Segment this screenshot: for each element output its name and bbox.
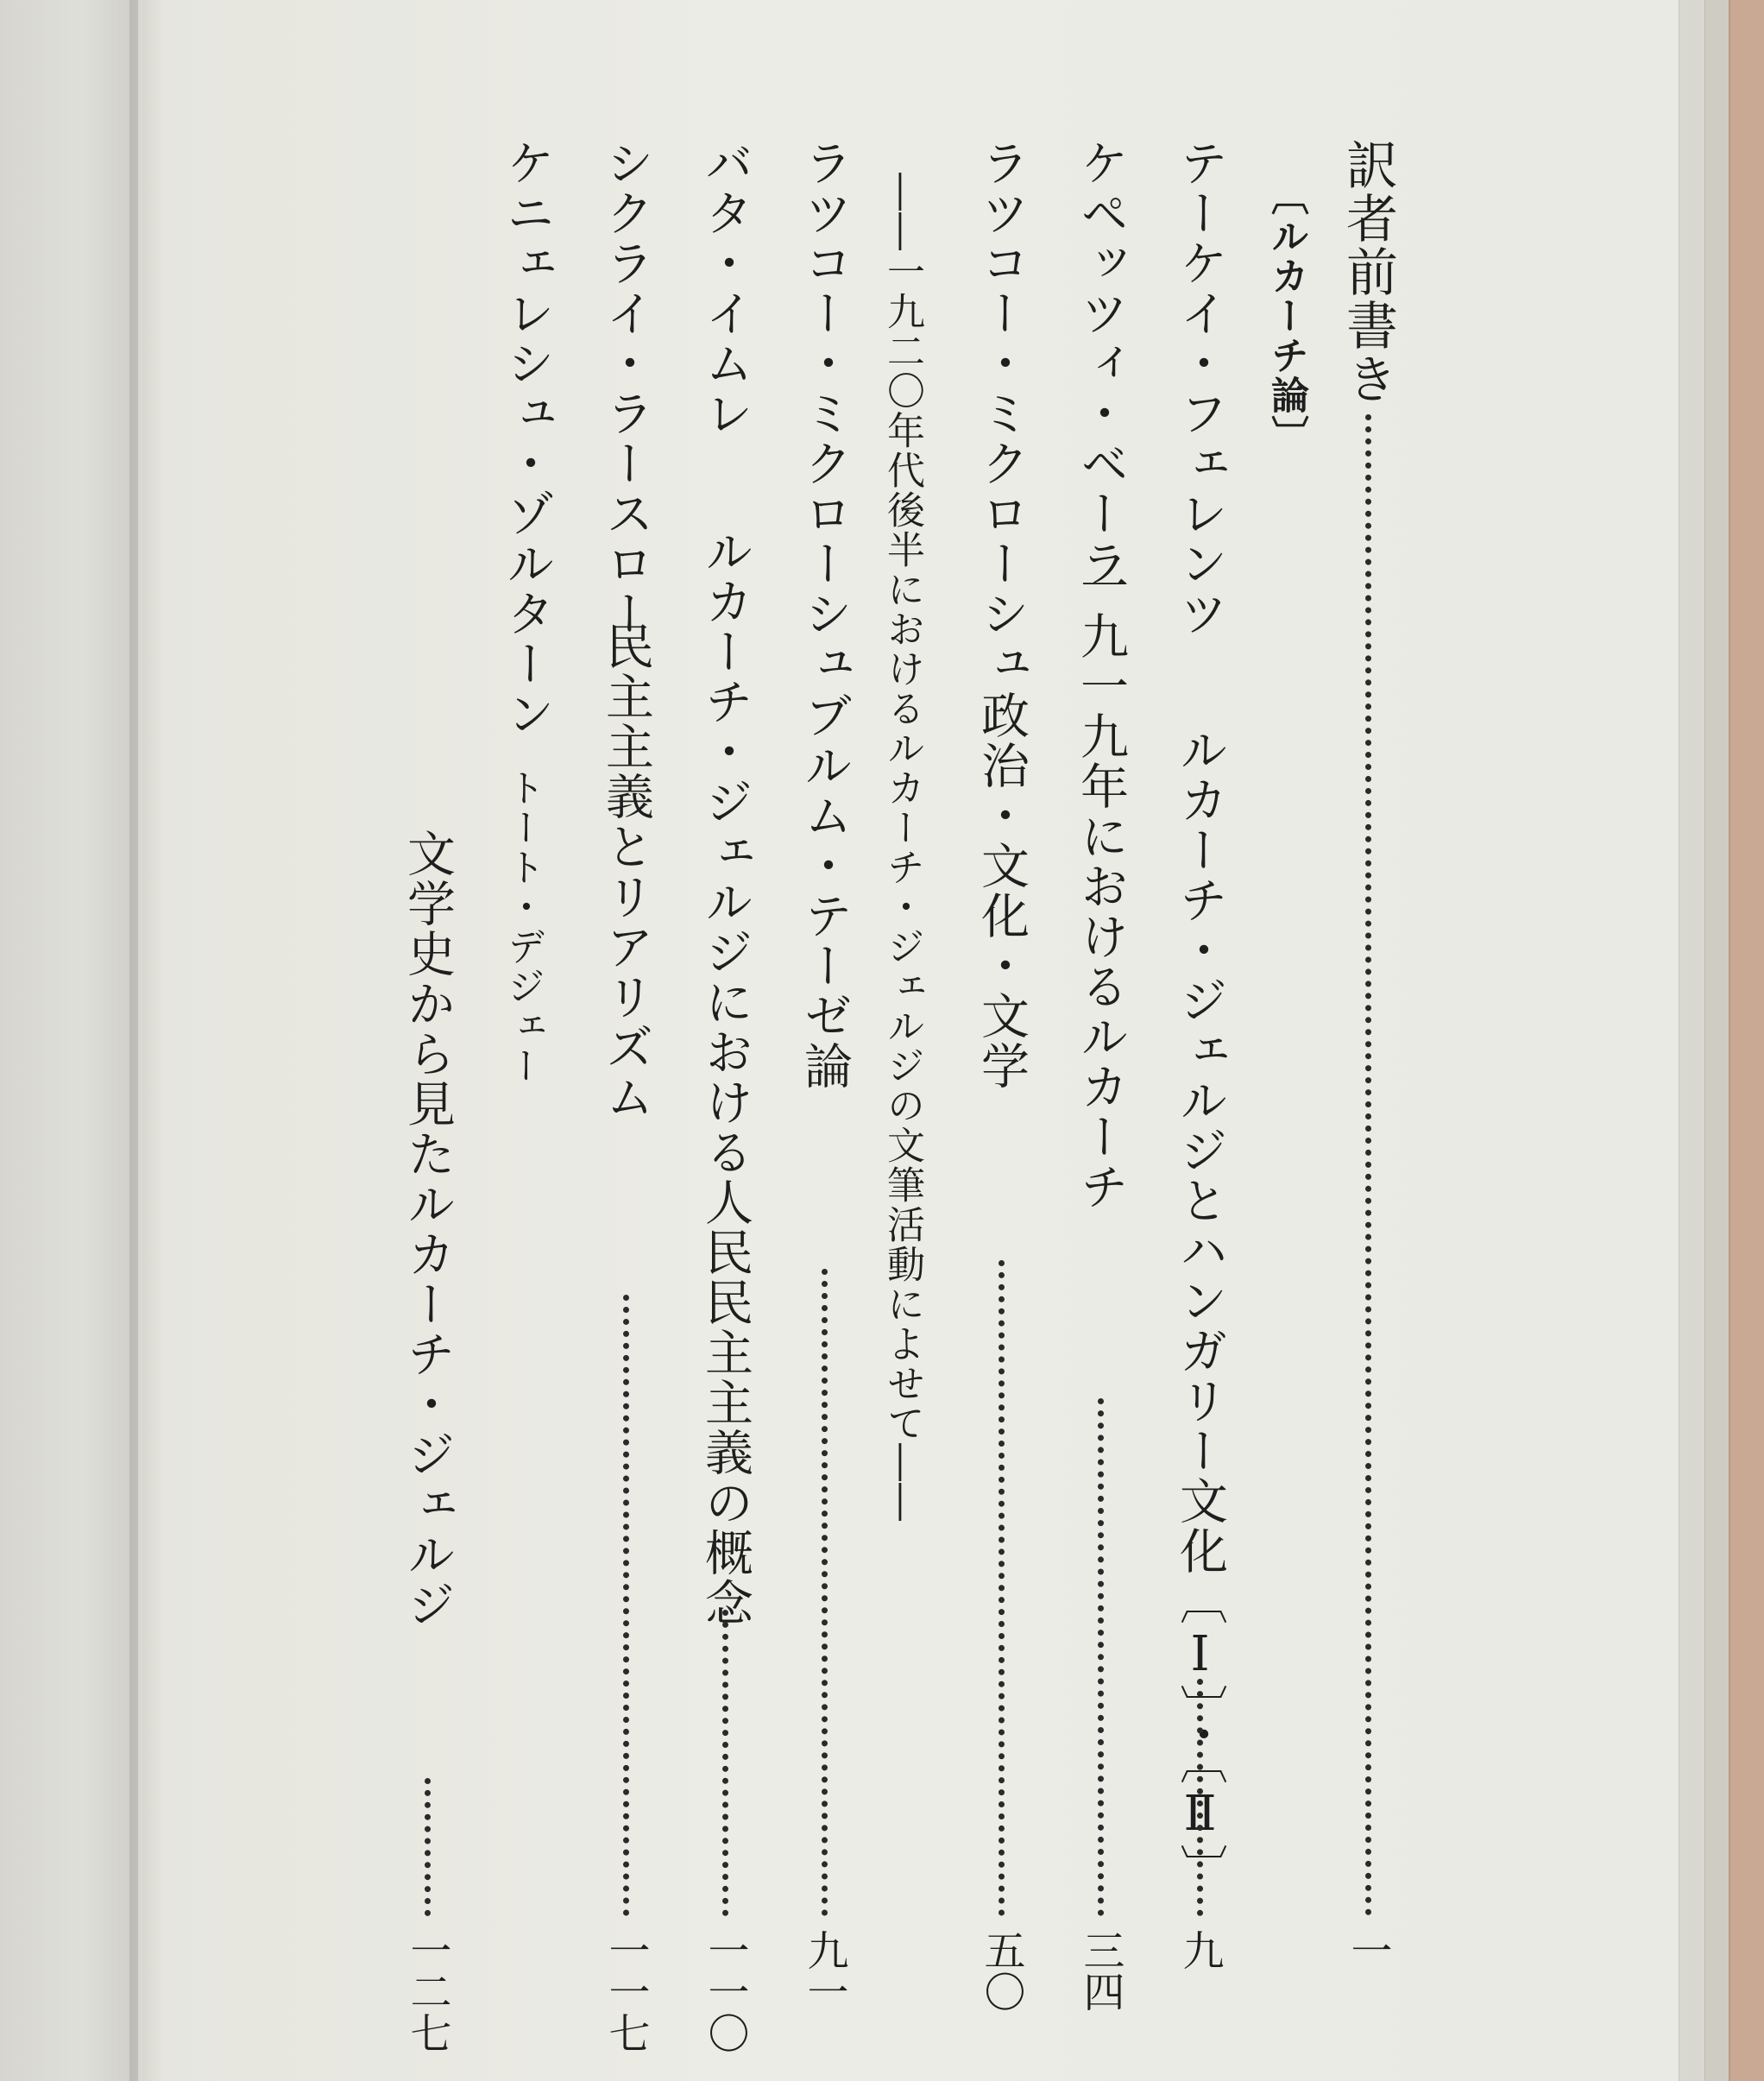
toc-entry: [695, 138, 755, 2053]
book-cover-edge: [1729, 0, 1764, 2081]
dot-leader: [1197, 1679, 1203, 1916]
toc-entry-author: ラツコー・ミクローシュ: [973, 138, 1030, 689]
toc-entry-author: ラツコー・ミクローシュ: [797, 138, 853, 689]
dot-leader: [623, 1295, 629, 1916]
toc-entry-title: 政治・文化・文学: [973, 691, 1030, 1091]
toc-entry-author: ケニェレシュ・ゾルターン: [499, 138, 555, 739]
toc-entry: [595, 138, 656, 2053]
dot-leader: [1365, 414, 1371, 1916]
dot-leader: [1098, 1398, 1104, 1916]
toc-entry-title: ブルム・テーゼ論: [797, 691, 853, 1091]
page-number: 五〇: [977, 1929, 1025, 2012]
section-heading: [1260, 177, 1320, 1903]
toc-entry-title: 民主主義とリアリズム: [598, 621, 654, 1122]
toc-entry: [971, 138, 1031, 2012]
left-page-edge: [0, 0, 138, 2081]
page-number: 九一: [800, 1929, 848, 2012]
dot-leader: [822, 1269, 828, 1916]
toc-entry-subtitle-text: ――一九二〇年代後半におけるルカーチ・ジェルジの文筆活動によせて――: [880, 173, 924, 1523]
toc-entry-author: ケペッツィ・ベーラ: [1073, 138, 1129, 589]
toc-entry: [496, 138, 557, 1864]
page-number: 一二七: [403, 1929, 451, 2053]
dot-leader: [999, 1260, 1005, 1916]
toc-entry-title: ルカーチ・ジェルジにおける人民民主主義の概念: [697, 527, 753, 1628]
toc-entry-author: バタ・イムレ: [697, 138, 753, 438]
page-stack-edge: [1679, 0, 1705, 2081]
dot-leader: [425, 1778, 431, 1916]
page-number: 一一七: [602, 1929, 650, 2053]
page-number: 一一〇: [701, 1929, 749, 2053]
toc-entry: [1169, 138, 1230, 1971]
page-stack-edge: [1704, 0, 1729, 2081]
dot-leader: [722, 1610, 728, 1916]
toc-entry-title: トート・デジェー: [501, 768, 545, 1086]
page-number: 一: [1344, 1929, 1392, 1971]
toc-entry-author: シクライ・ラースロー: [598, 138, 654, 639]
toc-entry: [1070, 138, 1131, 2012]
toc-entry-title: 一九一九年におけるルカーチ: [1073, 561, 1129, 1212]
toc-entry: [397, 138, 457, 2053]
toc-entry-author: テーケイ・フェレンツ: [1172, 138, 1228, 639]
toc-entry-title: ルカーチ・ジェルジとハンガリー文化〔Ⅰ〕・〔Ⅱ〕: [1172, 725, 1228, 1894]
toc-entry-title: 訳者前書き: [1338, 138, 1398, 406]
page-gutter-shadow: [129, 0, 164, 2081]
page-number: 九: [1175, 1929, 1224, 1971]
section-heading-text: 〔ルカーチ論〕: [1264, 177, 1308, 455]
toc-entry-title: 文学史から見たルカーチ・ジェルジ: [400, 829, 456, 1630]
toc-entry-subtitle: [876, 173, 936, 1899]
page-number: 三四: [1076, 1929, 1125, 2012]
toc-entry: [794, 138, 854, 2012]
toc-preface: [1338, 138, 1398, 1971]
